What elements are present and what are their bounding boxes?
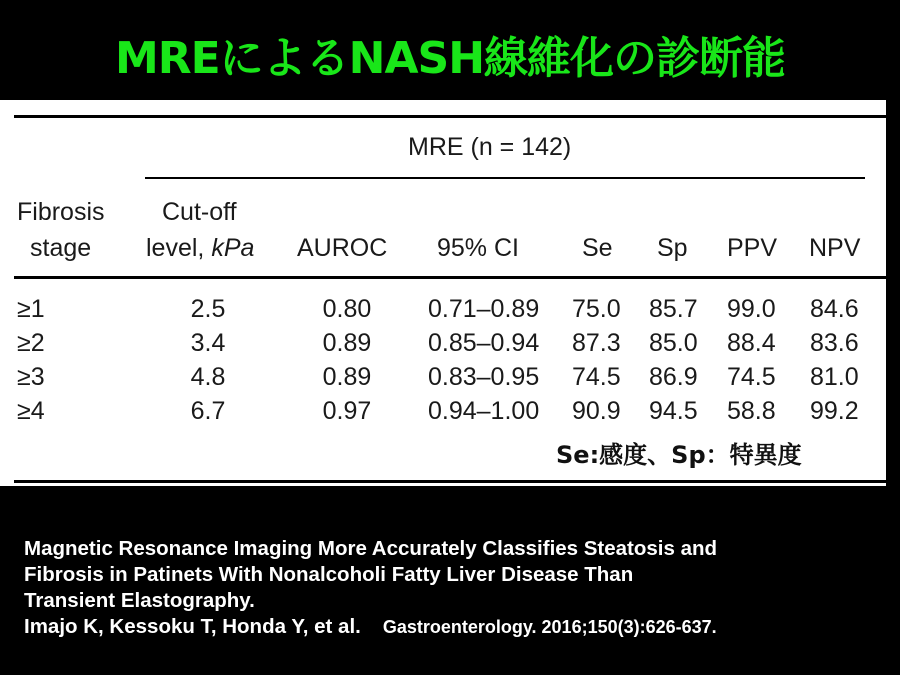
table-row-4-stage: ≥4	[17, 397, 45, 425]
table-row-4-ppv: 58.8	[727, 397, 776, 425]
citation-title-line-2: Fibrosis in Patinets With Nonalcoholi Fatty Liver Disease Than	[24, 563, 634, 586]
table-row-4-cutoff: 6.7	[190, 397, 226, 425]
table-row-3-ppv: 74.5	[727, 363, 776, 391]
table-row-4-ci: 0.94–1.00	[428, 397, 540, 425]
table-row-3-sp: 86.9	[649, 363, 698, 391]
citation-journal: Gastroenterology. 2016;150(3):626-637.	[382, 617, 717, 637]
header-level: level, kPa	[146, 234, 255, 262]
table-row-2-stage: ≥2	[17, 329, 45, 357]
header-auroc: AUROC	[297, 234, 388, 262]
table-top-rule	[14, 115, 886, 118]
header-stage: stage	[30, 234, 92, 262]
table-row-1-se: 75.0	[572, 295, 621, 323]
table-row-1-npv: 84.6	[810, 295, 859, 323]
header-fibrosis: Fibrosis	[17, 198, 105, 226]
group-header-rule	[145, 177, 865, 179]
header-ci: 95% CI	[437, 234, 519, 262]
table-row-4-npv: 99.2	[810, 397, 859, 425]
table-row-1-cutoff: 2.5	[190, 295, 226, 323]
table-row-3-stage: ≥3	[17, 363, 45, 391]
table-row-2-se: 87.3	[572, 329, 621, 357]
citation-title-line-3: Transient Elastography.	[24, 589, 255, 612]
table-row-3-auroc: 0.89	[322, 363, 372, 391]
table-row-3-ci: 0.83–0.95	[428, 363, 540, 391]
table-row-4-sp: 94.5	[649, 397, 698, 425]
table-row-2-sp: 85.0	[649, 329, 698, 357]
table-row-2-auroc: 0.89	[322, 329, 372, 357]
table-row-1-stage: ≥1	[17, 295, 45, 323]
citation-title-line-1: Magnetic Resonance Imaging More Accurately Classifies Steatosis and	[24, 537, 718, 560]
table-row-3-npv: 81.0	[810, 363, 859, 391]
header-bottom-rule	[14, 276, 886, 279]
header-cutoff: Cut-off	[162, 198, 237, 226]
mre-group-header: MRE (n = 142)	[408, 133, 572, 161]
table-row-1-ppv: 99.0	[727, 295, 776, 323]
header-ppv: PPV	[727, 234, 778, 262]
table-row-2-cutoff: 3.4	[190, 329, 226, 357]
table-row-2-ci: 0.85–0.94	[428, 329, 540, 357]
table-bottom-rule	[14, 480, 886, 483]
citation-block	[24, 536, 894, 640]
table-row-3-se: 74.5	[572, 363, 621, 391]
results-table-panel	[0, 100, 886, 486]
table-row-2-npv: 83.6	[810, 329, 859, 357]
citation-source	[24, 614, 894, 640]
table-row-4-auroc: 0.97	[322, 397, 372, 425]
table-row-1-ci: 0.71–0.89	[428, 295, 540, 323]
citation-authors: Imajo K, Kessoku T, Honda Y, et al.	[24, 615, 361, 638]
header-unit: kPa	[211, 234, 255, 262]
abbreviation-note: Se:感度、Sp：特異度	[556, 441, 802, 469]
header-sp: Sp	[657, 234, 688, 262]
table-row-4-se: 90.9	[572, 397, 621, 425]
header-npv: NPV	[809, 234, 861, 262]
table-row-2-ppv: 88.4	[727, 329, 776, 357]
slide-title: MREによるNASH線維化の診断能	[114, 33, 786, 84]
table-row-3-cutoff: 4.8	[190, 363, 226, 391]
table-row-1-auroc: 0.80	[322, 295, 372, 323]
table-row-1-sp: 85.7	[649, 295, 698, 323]
header-se: Se	[582, 234, 613, 262]
